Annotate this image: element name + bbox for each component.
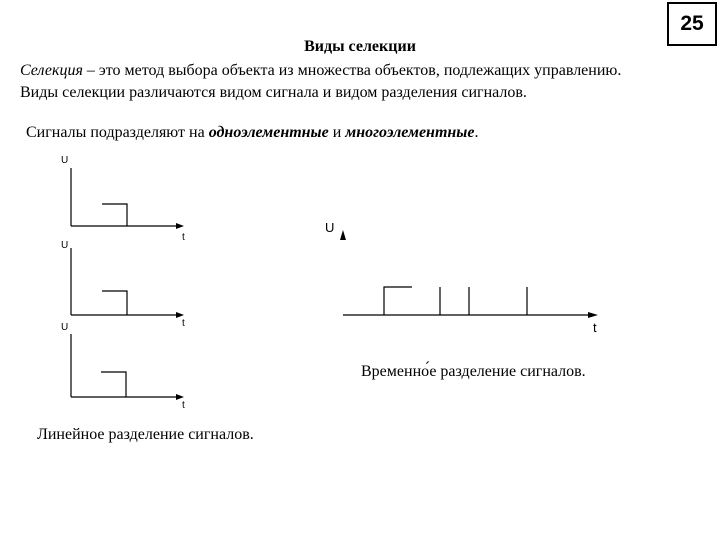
- definition-text: – это метод выбора объекта из множества объектов, подлежащих управлению.: [82, 62, 622, 79]
- time-y-label: U: [325, 220, 335, 235]
- selection-types-line: Виды селекции различаются видом сигнала и видом разделения сигналов.: [20, 84, 527, 101]
- x-label-1: t: [182, 232, 185, 243]
- x-label-2: t: [182, 318, 185, 329]
- arrow-up-time: [340, 230, 346, 240]
- page-title: Виды селекции: [304, 38, 416, 55]
- linear-plot-1: [71, 168, 181, 226]
- linear-plot-2: [71, 248, 181, 315]
- y-label-1: U: [61, 155, 69, 166]
- signal-type-single: одноэлементные: [208, 124, 329, 141]
- caption-linear-division: Линейное разделение сигналов.: [37, 426, 254, 443]
- page-number: 25: [667, 2, 717, 46]
- time-pulse-1: [384, 287, 412, 315]
- term-selection: Селекция: [20, 62, 83, 79]
- signal-type-multi: многоэлементные: [345, 124, 475, 141]
- signals-middle: и: [328, 124, 346, 141]
- linear-plot-3: [71, 334, 181, 397]
- y-label-2: U: [61, 240, 69, 251]
- time-x-label: t: [593, 320, 597, 335]
- pulse-2: [102, 291, 127, 315]
- arrow-right-1: [176, 223, 184, 229]
- signals-suffix: .: [474, 124, 479, 141]
- signals-prefix: Сигналы подразделяют на: [26, 124, 209, 141]
- y-label-3: U: [61, 322, 69, 333]
- pulse-1: [102, 204, 127, 226]
- time-division-plot: [343, 287, 593, 315]
- x-label-3: t: [182, 400, 185, 411]
- caption-time-division: Временно́е разделение сигналов.: [361, 363, 586, 380]
- pulse-3: [101, 372, 126, 397]
- arrow-right-time: [588, 312, 598, 318]
